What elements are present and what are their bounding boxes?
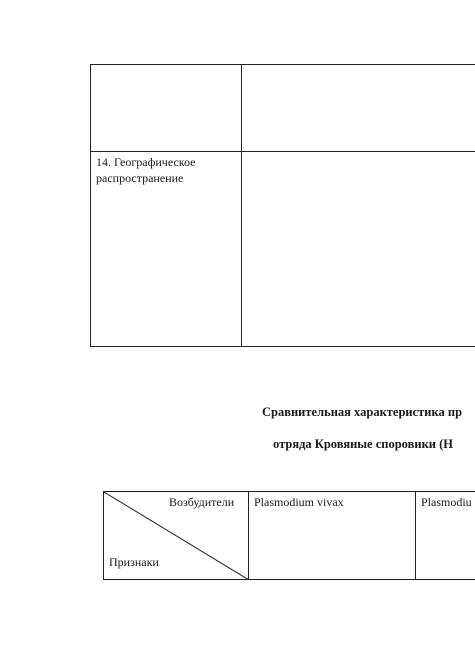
table-column-divider (248, 492, 249, 579)
table-column-divider (241, 65, 242, 346)
section-heading-line1: Сравнительная характеристика пр (262, 405, 463, 419)
row-14-label-line2: распространение (96, 171, 184, 185)
upper-table (90, 64, 475, 347)
column-header-plasmodium-2: Plasmodiu (421, 495, 472, 509)
header-pathogens-label: Возбудители (169, 495, 235, 509)
comparison-table (103, 491, 475, 580)
section-heading-line2: отряда Кровяные споровики (H (273, 437, 453, 451)
header-signs-label: Признаки (109, 555, 159, 569)
column-header-plasmodium-vivax: Plasmodium vivax (254, 495, 344, 509)
row-14-label (96, 154, 236, 186)
table-column-divider (415, 492, 416, 579)
table-row-divider (91, 151, 475, 152)
row-14-label-line1: 14. Географическое (96, 155, 196, 169)
